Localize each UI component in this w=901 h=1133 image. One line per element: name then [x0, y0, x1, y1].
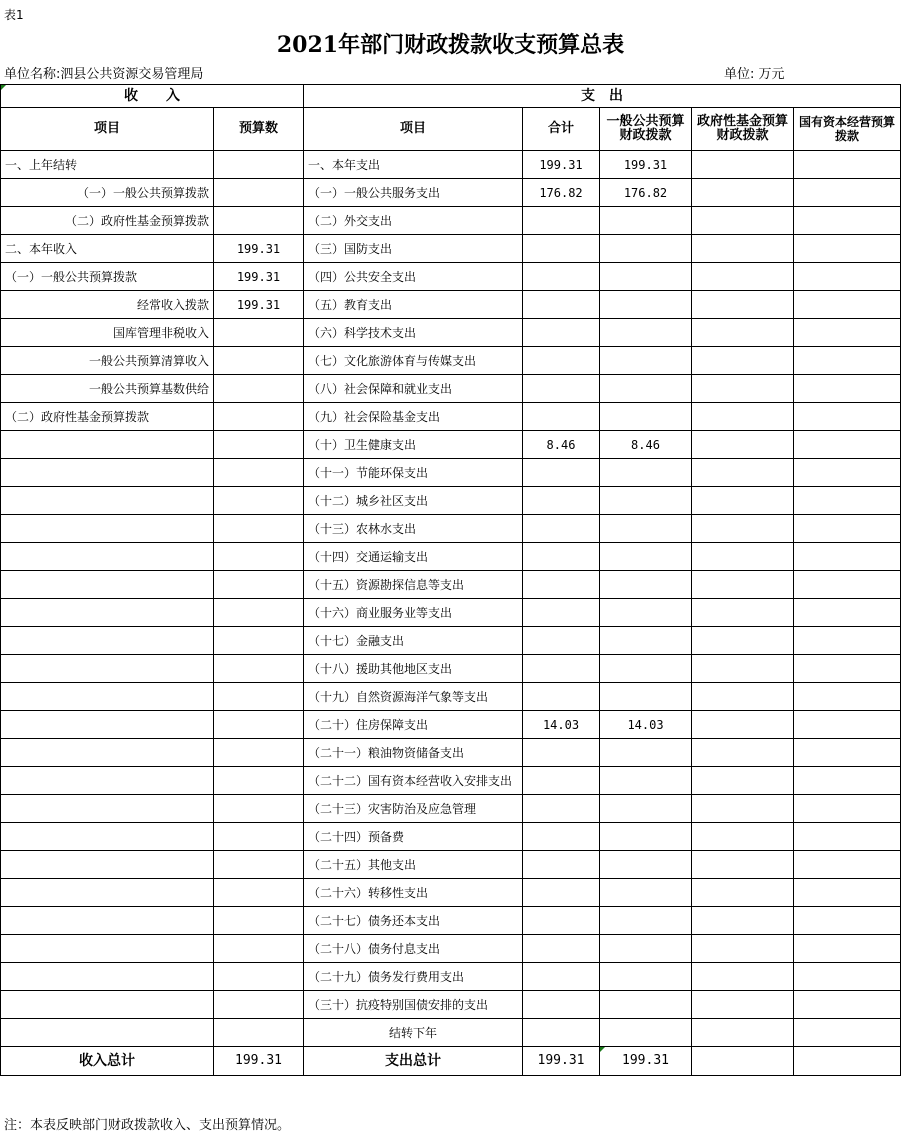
general-budget-cell — [600, 907, 692, 935]
total-cell — [523, 403, 600, 431]
col-general-budget: 一般公共预算财政拨款 — [600, 108, 692, 151]
state-capital-cell — [794, 151, 901, 179]
total-cell — [523, 515, 600, 543]
table-row — [1, 599, 901, 627]
gov-fund-cell — [692, 907, 794, 935]
unit-label: 单位: 万元 — [724, 67, 785, 82]
income-item-cell: （一）一般公共预算拨款 — [1, 263, 214, 291]
income-budget-cell — [214, 599, 304, 627]
income-item-cell — [1, 543, 214, 571]
col-gov-fund: 政府性基金预算财政拨款 — [692, 108, 794, 151]
state-capital-cell — [794, 515, 901, 543]
total-cell — [523, 319, 600, 347]
general-budget-cell — [600, 879, 692, 907]
general-budget-cell — [600, 823, 692, 851]
table-row — [1, 291, 901, 319]
income-budget-cell — [214, 543, 304, 571]
expense-item-cell: （十九）自然资源海洋气象等支出 — [304, 683, 523, 711]
corner-mark-icon — [600, 1047, 605, 1052]
general-budget-cell — [600, 459, 692, 487]
total-cell — [523, 263, 600, 291]
table-row — [1, 179, 901, 207]
total-cell — [523, 459, 600, 487]
income-total-label: 收入总计 — [1, 1047, 214, 1076]
general-budget-cell — [600, 655, 692, 683]
total-cell — [523, 991, 600, 1019]
table-row — [1, 991, 901, 1019]
expense-item-cell: （十六）商业服务业等支出 — [304, 599, 523, 627]
general-budget-cell — [600, 627, 692, 655]
table-row — [1, 851, 901, 879]
income-budget-cell — [214, 151, 304, 179]
expense-item-cell: （二十）住房保障支出 — [304, 711, 523, 739]
general-budget-cell — [600, 795, 692, 823]
general-budget-cell — [600, 571, 692, 599]
total-cell — [523, 487, 600, 515]
income-item-cell: （一）一般公共预算拨款 — [1, 179, 214, 207]
income-budget-cell — [214, 459, 304, 487]
total-cell — [523, 683, 600, 711]
column-header-row — [1, 108, 901, 151]
table-row — [1, 1019, 901, 1047]
income-item-cell — [1, 907, 214, 935]
expense-item-cell: （十一）节能环保支出 — [304, 459, 523, 487]
gov-fund-cell — [692, 235, 794, 263]
income-item-cell — [1, 851, 214, 879]
state-capital-cell — [794, 1019, 901, 1047]
table-row — [1, 767, 901, 795]
income-budget-cell — [214, 655, 304, 683]
income-item-cell — [1, 935, 214, 963]
expense-item-cell: （五）教育支出 — [304, 291, 523, 319]
table-row — [1, 543, 901, 571]
expense-item-cell: （三）国防支出 — [304, 235, 523, 263]
total-cell — [523, 207, 600, 235]
table-row — [1, 431, 901, 459]
total-cell — [523, 851, 600, 879]
state-capital-cell — [794, 711, 901, 739]
budget-table — [0, 84, 901, 1076]
income-item-cell: 一、上年结转 — [1, 151, 214, 179]
state-capital-cell — [794, 487, 901, 515]
income-item-cell — [1, 795, 214, 823]
table-label: 表1 — [4, 8, 24, 22]
general-budget-cell — [600, 207, 692, 235]
expense-total-value: 199.31 — [523, 1047, 600, 1076]
total-cell — [523, 879, 600, 907]
state-capital-cell — [794, 263, 901, 291]
col-income-budget: 预算数 — [214, 108, 304, 151]
income-item-cell — [1, 767, 214, 795]
table-row — [1, 515, 901, 543]
general-budget-cell — [600, 543, 692, 571]
income-item-cell — [1, 1019, 214, 1047]
table-row — [1, 347, 901, 375]
table-row — [1, 487, 901, 515]
income-budget-cell — [214, 739, 304, 767]
expense-item-cell: （十四）交通运输支出 — [304, 543, 523, 571]
general-budget-cell — [600, 963, 692, 991]
gov-fund-cell — [692, 739, 794, 767]
total-cell — [523, 291, 600, 319]
state-capital-cell — [794, 599, 901, 627]
expense-item-cell: 结转下年 — [304, 1019, 523, 1047]
total-cell — [523, 907, 600, 935]
income-item-cell: 国库管理非税收入 — [1, 319, 214, 347]
income-item-cell: 一般公共预算基数供给 — [1, 375, 214, 403]
expense-item-cell: （二十八）债务付息支出 — [304, 935, 523, 963]
total-cell — [523, 655, 600, 683]
general-budget-cell — [600, 767, 692, 795]
gov-fund-cell — [692, 963, 794, 991]
income-item-cell — [1, 515, 214, 543]
state-capital-cell — [794, 739, 901, 767]
general-budget-cell — [600, 1019, 692, 1047]
state-capital-cell — [794, 291, 901, 319]
expense-item-cell: （二十六）转移性支出 — [304, 879, 523, 907]
general-budget-cell — [600, 599, 692, 627]
table-row — [1, 627, 901, 655]
state-capital-cell — [794, 319, 901, 347]
income-budget-cell — [214, 851, 304, 879]
income-item-cell — [1, 459, 214, 487]
state-capital-cell — [794, 403, 901, 431]
totals-row — [1, 1047, 901, 1076]
total-cell — [523, 963, 600, 991]
income-item-cell — [1, 963, 214, 991]
total-cell — [523, 375, 600, 403]
state-capital-cell — [794, 879, 901, 907]
gov-fund-cell — [692, 403, 794, 431]
expense-item-cell: （九）社会保险基金支出 — [304, 403, 523, 431]
income-item-cell — [1, 487, 214, 515]
table-row — [1, 935, 901, 963]
expense-item-cell: （二十一）粮油物资储备支出 — [304, 739, 523, 767]
gov-fund-cell — [692, 571, 794, 599]
general-budget-cell — [600, 263, 692, 291]
table-row — [1, 683, 901, 711]
total-cell — [523, 795, 600, 823]
table-row — [1, 739, 901, 767]
general-budget-cell — [600, 935, 692, 963]
income-budget-cell — [214, 515, 304, 543]
general-budget-cell: 199.31 — [600, 151, 692, 179]
table-row — [1, 319, 901, 347]
total-cell — [523, 543, 600, 571]
gov-fund-cell — [692, 151, 794, 179]
general-budget-cell — [600, 319, 692, 347]
total-cell: 8.46 — [523, 431, 600, 459]
income-budget-cell — [214, 823, 304, 851]
expense-item-cell: （十五）资源勘探信息等支出 — [304, 571, 523, 599]
table-row — [1, 963, 901, 991]
gov-fund-cell — [692, 459, 794, 487]
income-budget-cell: 199.31 — [214, 263, 304, 291]
section-header-row — [1, 85, 901, 108]
state-capital-cell — [794, 851, 901, 879]
income-budget-cell — [214, 991, 304, 1019]
total-cell: 176.82 — [523, 179, 600, 207]
table-row — [1, 207, 901, 235]
income-budget-cell — [214, 403, 304, 431]
expense-item-cell: （六）科学技术支出 — [304, 319, 523, 347]
table-row — [1, 571, 901, 599]
gov-fund-cell — [692, 487, 794, 515]
general-budget-cell — [600, 347, 692, 375]
gov-fund-cell — [692, 823, 794, 851]
expense-item-cell: （二十三）灾害防治及应急管理 — [304, 795, 523, 823]
income-budget-cell — [214, 179, 304, 207]
expense-total-label: 支出总计 — [304, 1047, 523, 1076]
state-capital-cell — [794, 963, 901, 991]
col-total: 合计 — [523, 108, 600, 151]
table-row — [1, 151, 901, 179]
expense-item-cell: （一）一般公共服务支出 — [304, 179, 523, 207]
income-budget-cell — [214, 935, 304, 963]
total-cell — [523, 1019, 600, 1047]
col-expense-item: 项目 — [304, 108, 523, 151]
state-capital-cell — [794, 207, 901, 235]
general-total-value: 199.31 — [600, 1047, 692, 1076]
section-expense: 支 出 — [304, 85, 901, 108]
general-budget-cell — [600, 403, 692, 431]
state-capital-cell — [794, 767, 901, 795]
expense-item-cell: （十二）城乡社区支出 — [304, 487, 523, 515]
general-budget-cell: 14.03 — [600, 711, 692, 739]
general-budget-cell — [600, 851, 692, 879]
gov-fund-cell — [692, 655, 794, 683]
income-budget-cell: 199.31 — [214, 291, 304, 319]
income-budget-cell — [214, 767, 304, 795]
income-budget-cell — [214, 795, 304, 823]
income-item-cell: （二）政府性基金预算拨款 — [1, 403, 214, 431]
income-budget-cell — [214, 431, 304, 459]
general-budget-cell: 8.46 — [600, 431, 692, 459]
state-capital-cell — [794, 375, 901, 403]
expense-item-cell: （十八）援助其他地区支出 — [304, 655, 523, 683]
page-title: 2021年部门财政拨款收支预算总表 — [276, 32, 625, 58]
income-item-cell: （二）政府性基金预算拨款 — [1, 207, 214, 235]
total-cell — [523, 235, 600, 263]
gov-fund-cell — [692, 627, 794, 655]
table-row — [1, 795, 901, 823]
income-budget-cell — [214, 571, 304, 599]
gov-fund-cell — [692, 1019, 794, 1047]
state-capital-cell — [794, 431, 901, 459]
state-capital-cell — [794, 235, 901, 263]
income-item-cell — [1, 571, 214, 599]
income-item-cell — [1, 823, 214, 851]
unit-name: 单位名称:泗县公共资源交易管理局 — [4, 67, 204, 82]
state-capital-total-value — [794, 1047, 901, 1076]
general-budget-cell — [600, 235, 692, 263]
total-cell — [523, 739, 600, 767]
gov-fund-cell — [692, 347, 794, 375]
general-budget-cell — [600, 739, 692, 767]
gov-fund-cell — [692, 375, 794, 403]
income-budget-cell — [214, 683, 304, 711]
gov-fund-cell — [692, 319, 794, 347]
income-budget-cell — [214, 375, 304, 403]
gov-fund-total-value — [692, 1047, 794, 1076]
expense-item-cell: （二十二）国有资本经营收入安排支出 — [304, 767, 523, 795]
expense-item-cell: （二十九）债务发行费用支出 — [304, 963, 523, 991]
footer-note: 注：本表反映部门财政拨款收入、支出预算情况。 — [4, 1118, 291, 1133]
total-cell — [523, 599, 600, 627]
expense-item-cell: （二十五）其他支出 — [304, 851, 523, 879]
col-income-item: 项目 — [1, 108, 214, 151]
income-item-cell — [1, 655, 214, 683]
state-capital-cell — [794, 347, 901, 375]
state-capital-cell — [794, 627, 901, 655]
expense-item-cell: （七）文化旅游体育与传媒支出 — [304, 347, 523, 375]
income-budget-cell — [214, 907, 304, 935]
income-item-cell — [1, 431, 214, 459]
table-row — [1, 375, 901, 403]
gov-fund-cell — [692, 935, 794, 963]
total-cell — [523, 571, 600, 599]
section-income: 收 入 — [1, 85, 304, 108]
state-capital-cell — [794, 459, 901, 487]
corner-mark-icon — [1, 85, 6, 90]
total-cell — [523, 767, 600, 795]
income-budget-cell — [214, 711, 304, 739]
gov-fund-cell — [692, 543, 794, 571]
table-row — [1, 235, 901, 263]
gov-fund-cell — [692, 767, 794, 795]
table-row — [1, 403, 901, 431]
general-budget-cell: 176.82 — [600, 179, 692, 207]
general-budget-cell — [600, 991, 692, 1019]
table-row — [1, 823, 901, 851]
income-budget-cell — [214, 627, 304, 655]
expense-item-cell: （四）公共安全支出 — [304, 263, 523, 291]
gov-fund-cell — [692, 291, 794, 319]
table-row — [1, 459, 901, 487]
income-item-cell: 经常收入拨款 — [1, 291, 214, 319]
income-total-value: 199.31 — [214, 1047, 304, 1076]
income-item-cell — [1, 711, 214, 739]
state-capital-cell — [794, 571, 901, 599]
income-item-cell: 一般公共预算清算收入 — [1, 347, 214, 375]
expense-item-cell: （十三）农林水支出 — [304, 515, 523, 543]
table-row — [1, 879, 901, 907]
gov-fund-cell — [692, 991, 794, 1019]
total-cell — [523, 935, 600, 963]
expense-item-cell: （三十）抗疫特别国债安排的支出 — [304, 991, 523, 1019]
income-budget-cell — [214, 207, 304, 235]
gov-fund-cell — [692, 207, 794, 235]
income-budget-cell — [214, 347, 304, 375]
income-item-cell — [1, 739, 214, 767]
total-cell — [523, 823, 600, 851]
total-cell: 199.31 — [523, 151, 600, 179]
income-item-cell — [1, 599, 214, 627]
total-cell — [523, 347, 600, 375]
total-cell — [523, 627, 600, 655]
expense-item-cell: （二）外交支出 — [304, 207, 523, 235]
general-budget-cell — [600, 683, 692, 711]
gov-fund-cell — [692, 431, 794, 459]
gov-fund-cell — [692, 683, 794, 711]
gov-fund-cell — [692, 795, 794, 823]
general-budget-cell — [600, 487, 692, 515]
general-budget-cell — [600, 291, 692, 319]
table-row — [1, 655, 901, 683]
expense-item-cell: 一、本年支出 — [304, 151, 523, 179]
general-budget-cell — [600, 375, 692, 403]
col-state-capital: 国有资本经营预算拨款 — [794, 108, 901, 151]
state-capital-cell — [794, 543, 901, 571]
general-budget-cell — [600, 515, 692, 543]
gov-fund-cell — [692, 515, 794, 543]
income-budget-cell — [214, 319, 304, 347]
gov-fund-cell — [692, 711, 794, 739]
gov-fund-cell — [692, 263, 794, 291]
gov-fund-cell — [692, 851, 794, 879]
income-item-cell — [1, 683, 214, 711]
state-capital-cell — [794, 935, 901, 963]
expense-item-cell: （十）卫生健康支出 — [304, 431, 523, 459]
gov-fund-cell — [692, 599, 794, 627]
gov-fund-cell — [692, 879, 794, 907]
income-budget-cell: 199.31 — [214, 235, 304, 263]
income-budget-cell — [214, 1019, 304, 1047]
table-row — [1, 711, 901, 739]
gov-fund-cell — [692, 179, 794, 207]
expense-item-cell: （十七）金融支出 — [304, 627, 523, 655]
table-row — [1, 907, 901, 935]
state-capital-cell — [794, 907, 901, 935]
income-item-cell: 二、本年收入 — [1, 235, 214, 263]
total-cell: 14.03 — [523, 711, 600, 739]
state-capital-cell — [794, 991, 901, 1019]
table-row — [1, 263, 901, 291]
state-capital-cell — [794, 683, 901, 711]
state-capital-cell — [794, 655, 901, 683]
income-item-cell — [1, 991, 214, 1019]
state-capital-cell — [794, 179, 901, 207]
income-item-cell — [1, 879, 214, 907]
income-budget-cell — [214, 879, 304, 907]
income-budget-cell — [214, 963, 304, 991]
income-item-cell — [1, 627, 214, 655]
expense-item-cell: （二十七）债务还本支出 — [304, 907, 523, 935]
state-capital-cell — [794, 795, 901, 823]
expense-item-cell: （二十四）预备费 — [304, 823, 523, 851]
income-budget-cell — [214, 487, 304, 515]
expense-item-cell: （八）社会保障和就业支出 — [304, 375, 523, 403]
state-capital-cell — [794, 823, 901, 851]
